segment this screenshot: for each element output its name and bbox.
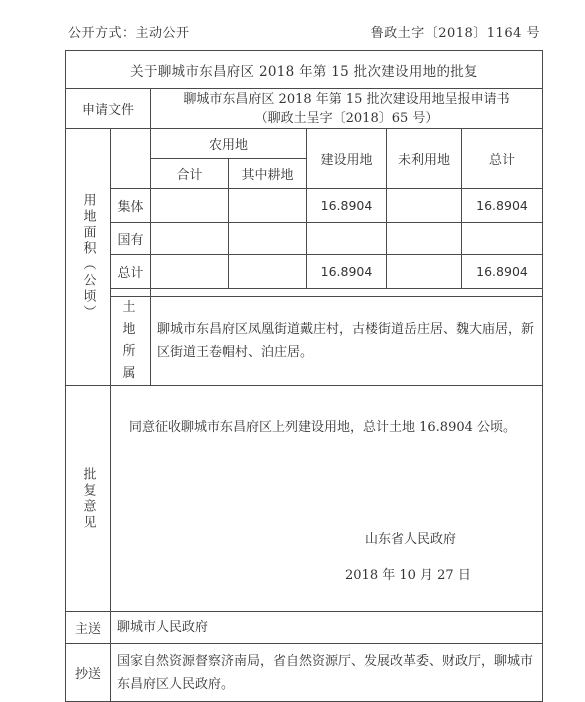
col-farm-cultivated: 其中耕地	[229, 159, 307, 189]
table-row	[66, 223, 543, 255]
cell-total: 16.8904	[462, 189, 543, 223]
cc-label: 抄送	[66, 644, 111, 702]
document-number: 鲁政土字〔2018〕1164 号	[370, 26, 540, 41]
cell-unused	[387, 255, 462, 289]
blank-header-cell	[111, 129, 151, 189]
col-construction: 建设用地	[307, 129, 387, 189]
document-title: 关于聊城市东昌府区 2018 年第 15 批次建设用地的批复	[66, 51, 543, 89]
col-unused: 未利用地	[387, 129, 462, 189]
opinion-label	[66, 386, 111, 612]
application-line-2: （聊政土呈字〔2018〕65 号）	[254, 110, 439, 126]
row-label: 总计	[111, 255, 151, 289]
land-area-label	[66, 129, 111, 386]
disclosure-mode: 公开方式：主动公开	[68, 26, 190, 41]
cell-construction: 16.8904	[307, 255, 387, 289]
cc-text: 国家自然资源督察济南局，省自然资源厅、发展改革委、财政厅，聊城市东昌府区人民政府。	[111, 644, 543, 702]
land-area-label-text: 用地面积（公顷）	[80, 193, 96, 321]
cell-unused	[387, 189, 462, 223]
approval-table	[65, 50, 543, 702]
col-farm-total: 合计	[151, 159, 229, 189]
opinion-label-text: 批复意见	[80, 466, 96, 531]
cell-construction: 16.8904	[307, 189, 387, 223]
location-text: 聊城市东昌府区凤凰街道戴庄村，古楼街道岳庄居、魏大庙居，新区街道王卷帽村、泊庄居。	[151, 297, 543, 386]
issue-date: 2018 年 10 月 27 日	[345, 568, 471, 583]
row-label: 国有	[111, 223, 151, 255]
spacer-cell	[111, 289, 151, 297]
cell-total: 16.8904	[462, 255, 543, 289]
cell-farm-cultivated	[229, 223, 307, 255]
application-files	[151, 89, 543, 129]
opinion-text: 同意征收聊城市东昌府区上列建设用地，总计土地 16.8904 公顷。	[129, 420, 517, 435]
row-label: 集体	[111, 189, 151, 223]
spacer-cell	[151, 289, 543, 297]
col-total: 总计	[462, 129, 543, 189]
cell-construction	[307, 223, 387, 255]
cell-unused	[387, 223, 462, 255]
cell-farm-total	[151, 255, 229, 289]
cell-farm-total	[151, 189, 229, 223]
table-row	[66, 189, 543, 223]
opinion-content	[111, 386, 543, 612]
main-recipient-label: 主送	[66, 612, 111, 644]
application-label: 申请文件	[66, 89, 151, 129]
location-label	[111, 297, 151, 386]
application-line-1: 聊城市东昌府区 2018 年第 15 批次建设用地呈报申请书	[183, 91, 510, 107]
cell-farm-cultivated	[229, 255, 307, 289]
cell-total	[462, 223, 543, 255]
main-recipient-text: 聊城市人民政府	[111, 612, 543, 644]
cell-farm-cultivated	[229, 189, 307, 223]
cell-farm-total	[151, 223, 229, 255]
table-row	[66, 255, 543, 289]
col-farmland: 农用地	[151, 129, 307, 159]
issuer: 山东省人民政府	[365, 532, 457, 547]
location-label-text: 土地所属	[122, 300, 139, 381]
